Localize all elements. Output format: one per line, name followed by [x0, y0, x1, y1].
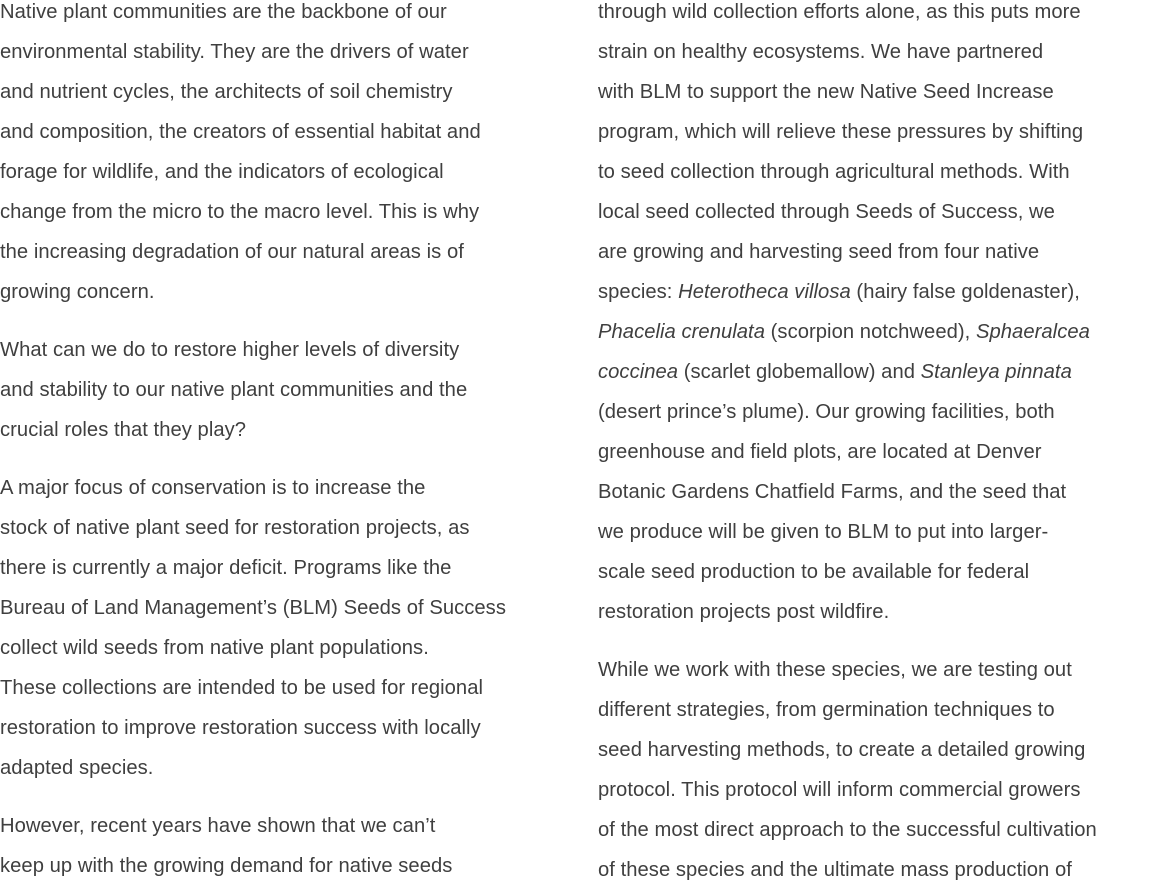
text-line: scale seed production to be available for federal	[598, 561, 1030, 583]
text-line: and composition, the creators of essential habitat and	[0, 121, 481, 143]
text-line	[598, 312, 1152, 352]
species-name-italic: coccinea	[598, 361, 679, 383]
text-run: (scorpion notchweed),	[765, 321, 976, 343]
text-line: there is currently a major deficit. Programs like the	[0, 557, 452, 579]
text-line: Native plant communities are the backbone of our	[0, 1, 447, 23]
text-line: (desert prince’s plume). Our growing facilities, both	[598, 401, 1055, 423]
text-line: strain on healthy ecosystems. We have partnered	[598, 41, 1044, 63]
left-column	[0, 0, 556, 887]
text-line: of these species and the ultimate mass production of	[598, 859, 1072, 881]
text-line: the increasing degradation of our natural areas is of	[0, 241, 464, 263]
text-line: and nutrient cycles, the architects of soil chemistry	[0, 81, 453, 103]
text-line: What can we do to restore higher levels of diversity	[0, 339, 460, 361]
text-line: forage for wildlife, and the indicators of ecological	[0, 161, 444, 183]
text-line	[598, 352, 1152, 392]
paragraph-intro	[0, 0, 556, 312]
text-line: with BLM to support the new Native Seed Increase	[598, 81, 1054, 103]
text-line: A major focus of conservation is to increase the	[0, 477, 426, 499]
text-line: stock of native plant seed for restoration projects, as	[0, 517, 470, 539]
text-line: growing concern.	[0, 281, 155, 303]
right-column	[598, 0, 1152, 887]
text-line: different strategies, from germination techniques to	[598, 699, 1055, 721]
text-line: restoration projects post wildfire.	[598, 601, 890, 623]
species-name-italic: Phacelia crenulata	[598, 321, 765, 343]
text-line: we produce will be given to BLM to put into larger-	[598, 521, 1049, 543]
text-line: change from the micro to the macro level. This is why	[0, 201, 480, 223]
text-line: adapted species.	[0, 757, 154, 779]
paragraph-conservation-focus	[0, 468, 556, 788]
text-line: collect wild seeds from native plant populations.	[0, 637, 429, 659]
text-run: (scarlet globemallow) and	[678, 361, 921, 383]
text-line: program, which will relieve these pressures by shifting	[598, 121, 1084, 143]
paragraph-seed-increase	[598, 0, 1152, 632]
text-line: Botanic Gardens Chatfield Farms, and the seed that	[598, 481, 1067, 503]
text-line: While we work with these species, we are testing out	[598, 659, 1072, 681]
text-line: greenhouse and field plots, are located at Denver	[598, 441, 1042, 463]
text-line: through wild collection efforts alone, as this puts more	[598, 1, 1081, 23]
text-line: However, recent years have shown that we can’t	[0, 815, 436, 837]
text-line: keep up with the growing demand for native seeds	[0, 855, 453, 877]
species-name-italic: Sphaeralcea	[975, 321, 1090, 343]
paragraph-question	[0, 330, 556, 450]
text-line: local seed collected through Seeds of Success, we	[598, 201, 1055, 223]
text-run: species:	[598, 281, 679, 303]
paragraph-demand	[0, 806, 556, 886]
text-line: of the most direct approach to the successful cultivation	[598, 819, 1097, 841]
text-line: restoration to improve restoration success with locally	[0, 717, 481, 739]
paragraph-growing-protocol	[598, 650, 1152, 887]
text-line: crucial roles that they play?	[0, 419, 247, 441]
text-line: These collections are intended to be used for regional	[0, 677, 484, 699]
text-line: to seed collection through agricultural methods. With	[598, 161, 1070, 183]
text-line: and stability to our native plant communities and the	[0, 379, 468, 401]
text-line: protocol. This protocol will inform commercial growers	[598, 779, 1081, 801]
text-line: environmental stability. They are the drivers of water	[0, 41, 469, 63]
text-line	[598, 272, 1152, 312]
species-name-italic: Stanleya pinnata	[920, 361, 1072, 383]
species-name-italic: Heterotheca villosa	[678, 281, 851, 303]
text-line: Bureau of Land Management’s (BLM) Seeds of Success	[0, 597, 506, 619]
text-line: are growing and harvesting seed from four native	[598, 241, 1040, 263]
text-line: seed harvesting methods, to create a detailed growing	[598, 739, 1086, 761]
text-run: (hairy false goldenaster),	[850, 281, 1080, 303]
